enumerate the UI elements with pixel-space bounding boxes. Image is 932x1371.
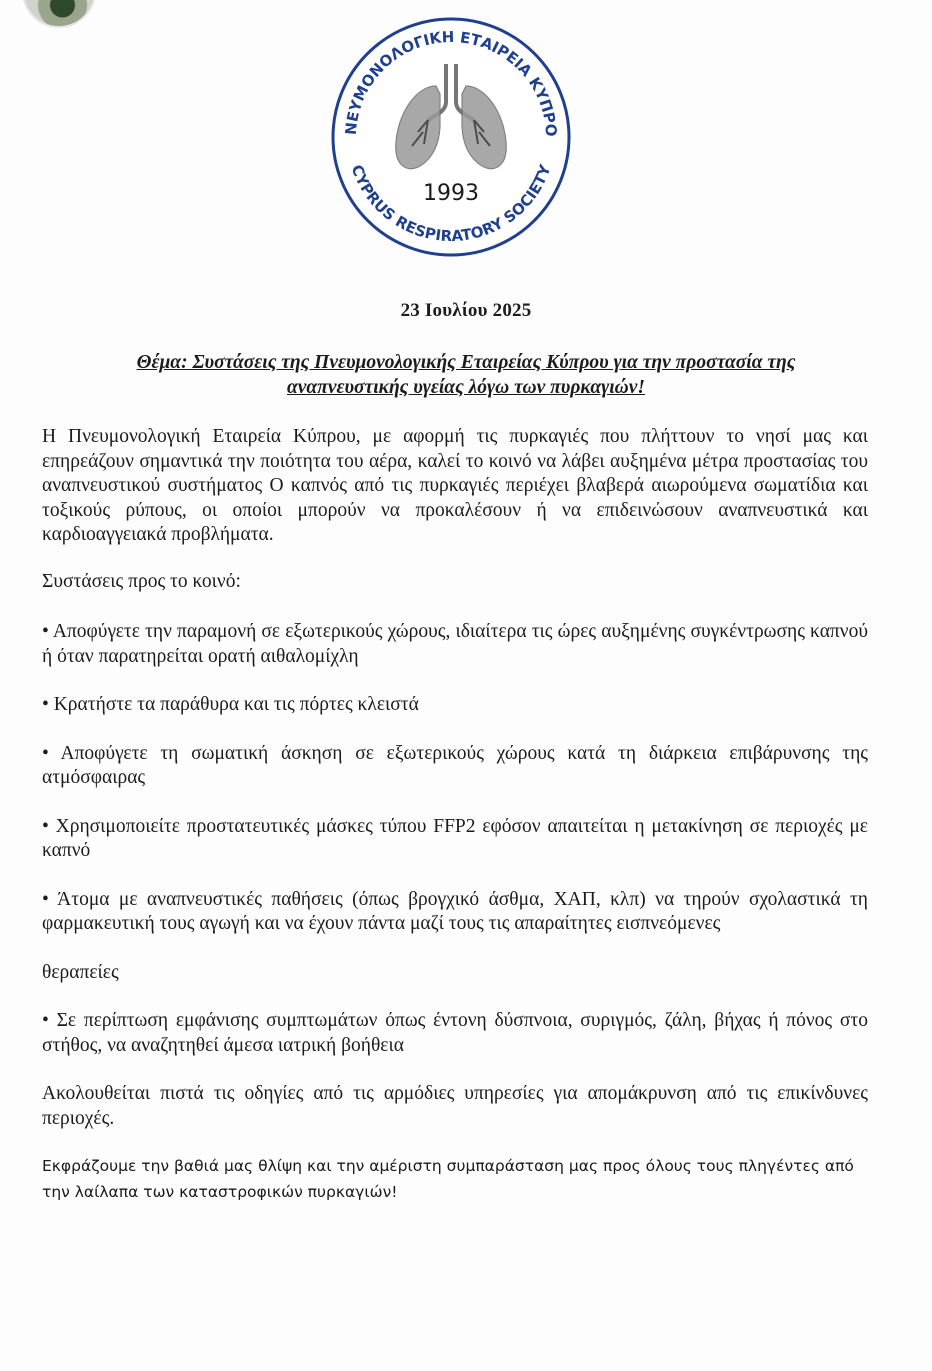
avatar[interactable] xyxy=(22,0,96,28)
document-subject xyxy=(60,350,872,400)
intro-paragraph: Η Πνευμονολογική Εταιρεία Κύπρου, με αφορμή τις πυρκαγιές που πλήττουν το νησί μας και επηρεάζουν σημαντικά την ποιότητα του αέρα, καλεί το κοινό να λάβει αυξημένα μέτρα προστασίας του αναπνευστικού συστήματος Ο καπνός από τις πυρκαγιές περιέχει βλαβερά αιωρούμενα σωματίδια και τοξικούς ρύπους, οι οποίοι μπορούν να προκαλέσουν ή να επιδεινώσουν αναπνευστικά και καρδιοαγγειακά προβλήματα. xyxy=(42,426,868,545)
bullet-item-5: • Άτομα με αναπνευστικές παθήσεις (όπως βρογχικό άσθμα, ΧΑΠ, κλπ) να τηρούν σχολαστικά τη φαρμακευτική τους αγωγή και να έχουν πάντα μαζί τους τις απαραίτητες εισπνεόμενες xyxy=(42,888,868,934)
closing-message: Εκφράζουμε την βαθιά μας θλίψη και την αμέριστη συμπαράσταση μας προς όλους τους πληγέντες από την λαίλαπα των καταστροφικών πυρκαγιών! xyxy=(42,1157,854,1201)
subject-line-1: Θέμα: Συστάσεις της Πνευμονολογικής Εταιρείας Κύπρου για την προστασία της xyxy=(136,352,796,373)
subject-line-2: αναπνευστικής υγείας λόγω των πυρκαγιών! xyxy=(286,377,646,398)
bullet-item-2: • Κρατήστε τα παράθυρα και τις πόρτες κλειστά xyxy=(42,694,419,715)
symptoms-bullet: • Σε περίπτωση εμφάνισης συμπτωμάτων όπως έντονη δύσπνοια, συριγμός, ζάλη, βήχας ή πόνος στο στήθος, να αναζητηθεί άμεσα ιατρική βοήθεια xyxy=(42,1010,868,1056)
bullet-item-4: • Χρησιμοποιείτε προστατευτικές μάσκες τύπου FFP2 εφόσον απαιτείται η μετακίνηση σε περιοχές με καπνό xyxy=(42,815,868,861)
society-logo xyxy=(328,14,574,260)
follow-instructions-paragraph: Ακολουθείται πιστά τις οδηγίες από τις αρμόδιες υπηρεσίες για απομάκρυνση από τις επικίνδυνες περιοχές. xyxy=(42,1083,868,1129)
logo-year: 1993 xyxy=(423,181,479,206)
document-date: 23 Ιουλίου 2025 xyxy=(400,300,532,321)
bullet-item-1: • Αποφύγετε την παραμονή σε εξωτερικούς χώρους, ιδιαίτερα τις ώρες αυξημένης συγκέντρωσης καπνού ή όταν παρατηρείται ορατή αιθαλομίχλη xyxy=(42,621,868,667)
bullet-item-3: • Αποφύγετε τη σωματική άσκηση σε εξωτερικούς χώρους κατά τη διάρκεια επιβάρυνσης της ατμόσφαιρας xyxy=(42,742,868,788)
therapies-text: θεραπείες xyxy=(42,961,119,983)
logo-ring-bottom-text: CYPRUS RESPIRATORY SOCIETY xyxy=(347,162,555,246)
logo-ring-top-text: ΝΕΥΜΟΝΟΛΟΓΙΚΗ ΕΤΑΙΡΕΙΑ ΚΥΠΡΟ xyxy=(341,27,561,138)
society-seal xyxy=(328,14,574,260)
document-body xyxy=(42,425,868,1205)
logo-outer-ring xyxy=(333,19,569,255)
recommendations-title: Συστάσεις προς το κοινό: xyxy=(42,570,241,592)
